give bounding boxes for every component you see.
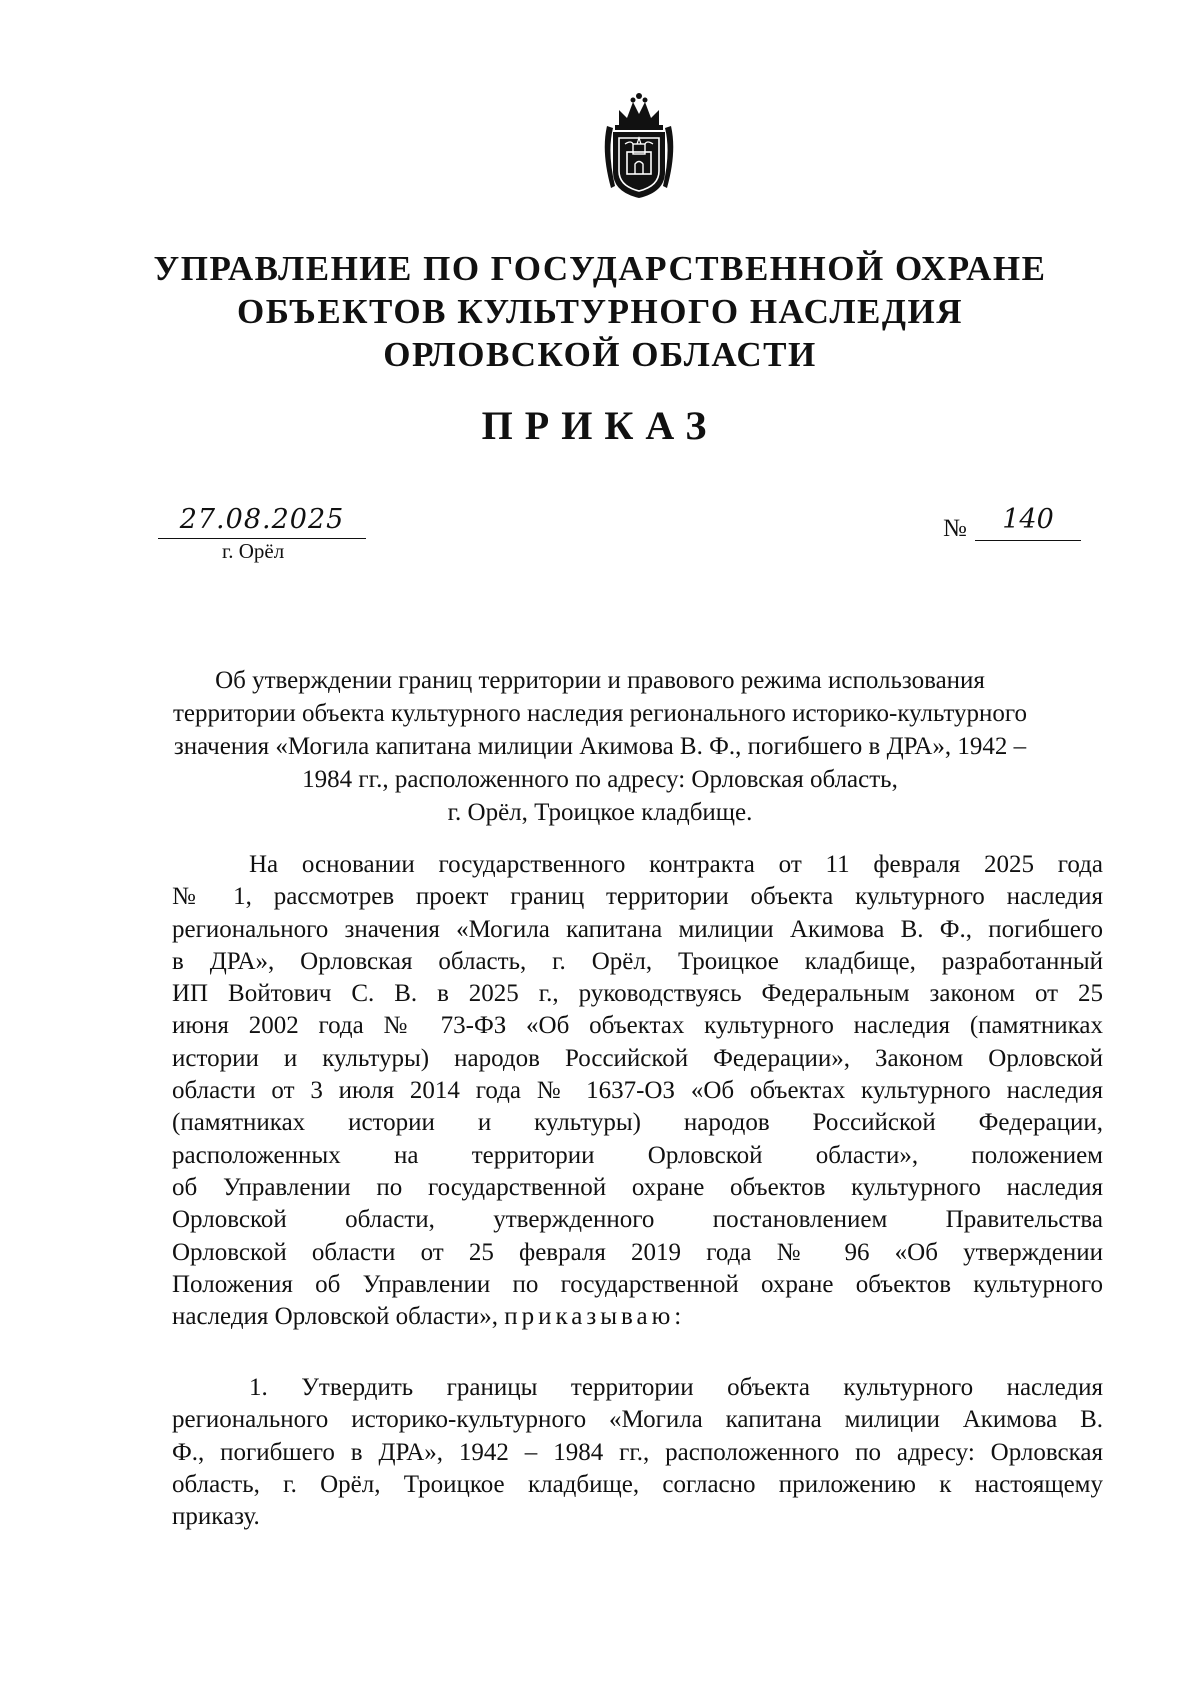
paragraph-line-text: наследия Орловской области», <box>172 1303 505 1331</box>
order-word: приказываю: <box>504 1303 686 1331</box>
item-line: Ф., погибшего в ДРА», 1942 – 1984 гг., расположенного по адресу: Орловская <box>172 1438 1103 1466</box>
document-city: г. Орёл <box>222 539 285 563</box>
paragraph-line: № 1, рассмотрев проект границ территории объекта культурного наследия <box>172 883 1103 911</box>
paragraph-line: ИП Войтович С. В. в 2025 г., руководствуясь Федеральным законом от 25 <box>172 980 1103 1008</box>
coat-of-arms-icon <box>597 92 681 202</box>
paragraph-line: об Управлении по государственной охране объектов культурного наследия <box>172 1173 1103 1201</box>
item-line: регионального историко-культурного «Могила капитана милиции Акимова В. <box>172 1406 1103 1434</box>
paragraph-line: расположенных на территории Орловской области», положением <box>172 1141 1103 1169</box>
order-item-1 <box>172 1372 1103 1533</box>
subject-line: Об утверждении границ территории и правового режима использования <box>215 667 985 694</box>
paragraph-line: июня 2002 года № 73-ФЗ «Об объектах культурного наследия (памятниках <box>172 1012 1103 1040</box>
paragraph-line: (памятниках истории и культуры) народов Российской Федерации, <box>172 1109 1103 1137</box>
paragraph-last-line <box>172 1301 1103 1333</box>
document-type-title: ПРИКАЗ <box>481 403 719 448</box>
item-line: приказу. <box>172 1503 260 1531</box>
subject-line: 1984 гг., расположенного по адресу: Орловская область, <box>302 766 898 793</box>
number-underline <box>975 540 1081 541</box>
number-sign: № <box>943 515 967 542</box>
document-number: 140 <box>1002 504 1054 535</box>
paragraph-line: Орловской области от 25 февраля 2019 года № 96 «Об утверждении <box>172 1238 1103 1266</box>
subject-line: территории объекта культурного наследия регионального историко-культурного <box>172 700 1028 727</box>
paragraph-line: истории и культуры) народов Российской Федерации», Законом Орловской <box>172 1044 1103 1072</box>
paragraph-line: Положения об Управлении по государственной охране объектов культурного <box>172 1270 1103 1298</box>
document-date: 27.08.2025 <box>179 504 345 535</box>
subject-line: значения «Могила капитана милиции Акимова В. Ф., погибшего в ДРА», 1942 – <box>173 733 1027 760</box>
paragraph-line: в ДРА», Орловская область, г. Орёл, Троицкое кладбище, разработанный <box>172 947 1103 975</box>
paragraph-line: регионального значения «Могила капитана милиции Акимова В. Ф., погибшего <box>172 915 1103 943</box>
paragraph-line: области от 3 июля 2014 года № 1637-ОЗ «Об объектах культурного наследия <box>172 1077 1103 1105</box>
authority-name-line-3: ОРЛОВСКОЙ ОБЛАСТИ <box>383 335 817 374</box>
item-line: область, г. Орёл, Троицкое кладбище, согласно приложению к настоящему <box>172 1470 1103 1498</box>
document-subject <box>150 664 1050 829</box>
authority-name-line-1: УПРАВЛЕНИЕ ПО ГОСУДАРСТВЕННОЙ ОХРАНЕ <box>153 249 1047 288</box>
paragraph-line: На основании государственного контракта от 11 февраля 2025 года <box>249 851 1103 878</box>
authority-name-line-2: ОБЪЕКТОВ КУЛЬТУРНОГО НАСЛЕДИЯ <box>237 292 963 331</box>
paragraph-line: Орловской области, утвержденного постановлением Правительства <box>172 1206 1103 1234</box>
basis-paragraph <box>172 849 1103 1333</box>
subject-line: г. Орёл, Троицкое кладбище. <box>447 799 753 826</box>
item-line: 1. Утвердить границы территории объекта культурного наследия <box>249 1374 1103 1401</box>
